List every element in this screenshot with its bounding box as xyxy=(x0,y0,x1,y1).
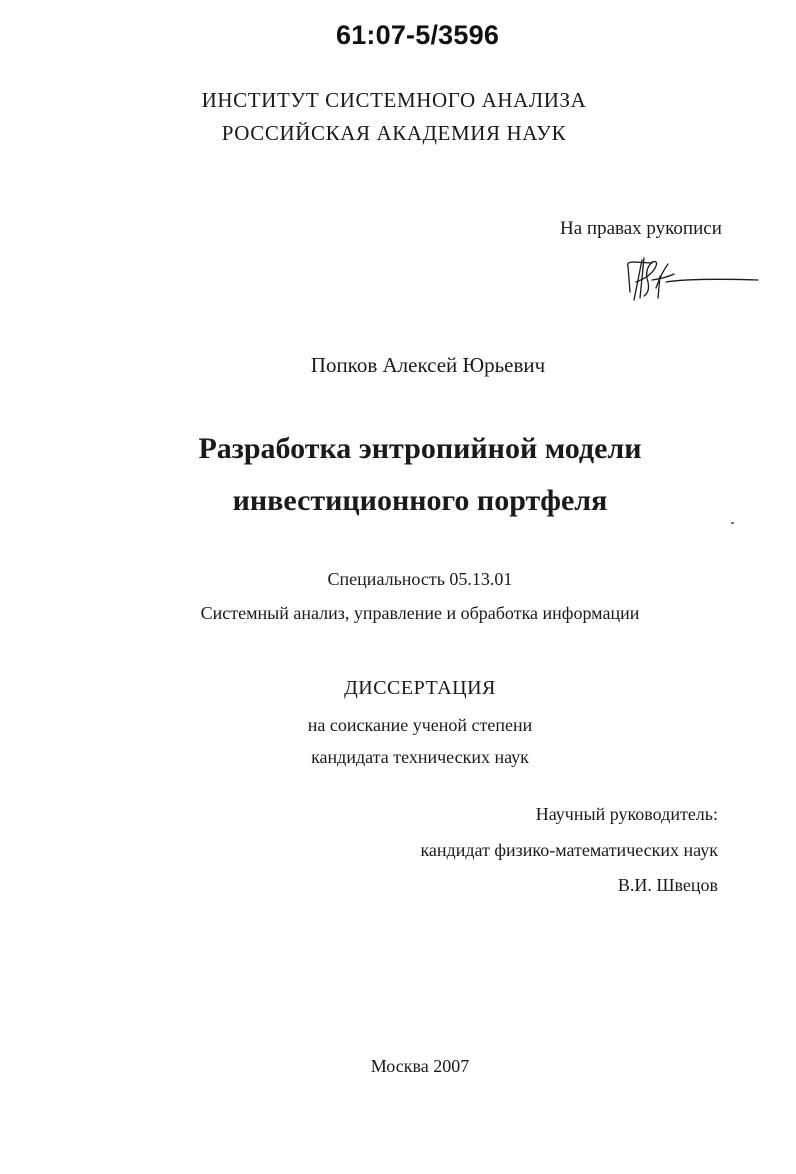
degree-purpose-line-1: на соискание ученой степени xyxy=(307,715,533,735)
thesis-title-line-1: Разработка энтропийной модели xyxy=(198,432,642,465)
manuscript-rights-note: На правах рукописи xyxy=(560,218,722,239)
specialty-name: Системный анализ, управление и обработка информации xyxy=(200,603,640,623)
advisor-name: В.И. Швецов xyxy=(617,875,718,895)
dissertation-label: ДИССЕРТАЦИЯ xyxy=(344,677,496,699)
author-name: Попков Алексей Юрьевич xyxy=(310,353,546,377)
specialty-code: Специальность 05.13.01 xyxy=(327,569,513,589)
degree-purpose-line-2: кандидата технических наук xyxy=(311,747,529,767)
advisor-label: Научный руководитель: xyxy=(535,804,718,824)
advisor-degree: кандидат физико-математических наук xyxy=(420,840,718,860)
institution-line-1: ИНСТИТУТ СИСТЕМНОГО АНАЛИЗА xyxy=(201,88,587,112)
city-year: Москва 2007 xyxy=(370,1056,470,1076)
library-stamp-number: 61:07-5/3596 xyxy=(336,20,500,50)
institution-line-2: РОССИЙСКАЯ АКАДЕМИЯ НАУК xyxy=(221,121,567,145)
thesis-title-line-2: инвестиционного портфеля xyxy=(232,484,608,517)
scan-speck xyxy=(731,522,734,524)
signature-icon xyxy=(622,252,762,304)
